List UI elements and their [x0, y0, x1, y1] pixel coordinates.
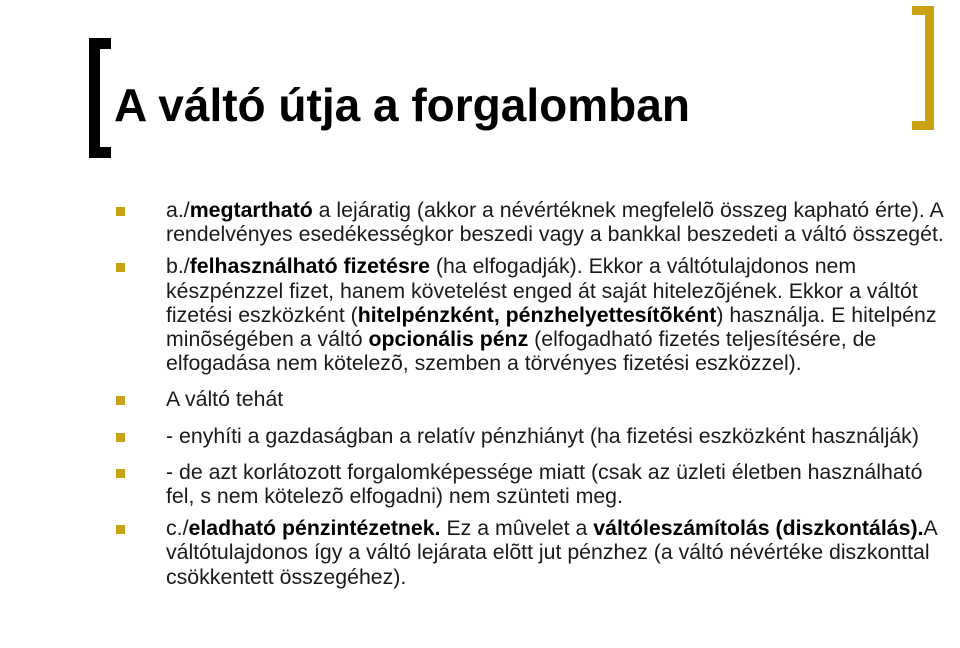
item-bold: felhasználható fizetésre — [189, 254, 430, 279]
item-text: ) használja. E hitelpénz minõségében a váltó — [166, 302, 937, 352]
item-text: (elfogadható fizetés teljesítésére, de elfogadása nem kötelezõ, szemben a törvényes fizetési eszközzel). — [166, 327, 877, 376]
list-item — [114, 198, 944, 246]
list-item — [114, 424, 944, 448]
item-text: b./ — [166, 254, 190, 279]
item-text: (ha elfogadják). Ekkor a váltótulajdonos nem készpénzzel fizet, hanem követelést enged át saját hitelezõjének. Ekkor a váltót fizetési eszközként ( — [166, 254, 918, 327]
square-bullet-icon — [116, 433, 125, 442]
item-text: A váltótulajdonos így a váltó lejárata elõtt jut pénzhez (a váltó névértéke diszkonttal csökkentett összegéhez). — [166, 516, 937, 589]
list-item — [114, 460, 944, 508]
item-text: A váltó tehát — [166, 387, 284, 412]
list-item — [114, 387, 944, 411]
item-text: c./ — [166, 516, 189, 541]
square-bullet-icon — [116, 469, 125, 478]
square-bullet-icon — [116, 263, 125, 272]
item-bold: megtartható — [189, 198, 313, 222]
item-text: a./ — [166, 198, 190, 222]
title-bracket-right — [912, 6, 934, 130]
bullet-list — [114, 198, 944, 589]
item-text: a lejáratig (akkor a névértéknek megfelelõ összeg kapható érte). A rendelvényes esedékességkor beszedi vagy a bankkal beszedeti a váltó összegét. — [166, 198, 944, 247]
item-text: - enyhíti a gazdaságban a relatív pénzhiányt (ha fizetési eszközként használják) — [166, 423, 919, 448]
item-bold: eladható pénzintézetnek. — [188, 516, 441, 541]
square-bullet-icon — [116, 525, 125, 534]
item-text: Ez a mûvelet a — [440, 516, 594, 541]
list-item — [114, 516, 944, 589]
title-bracket-left — [89, 38, 111, 158]
item-bold: opcionális pénz — [368, 327, 529, 352]
list-item — [114, 254, 944, 375]
square-bullet-icon — [116, 207, 125, 216]
square-bullet-icon — [116, 396, 125, 405]
slide-title: A váltó útja a forgalomban — [114, 79, 690, 131]
item-text: - de azt korlátozott forgalomképessége miatt (csak az üzleti életben használható fel, s nem kötelezõ elfogadni) nem szünteti meg. — [166, 459, 923, 509]
item-bold: hitelpénzként, pénzhelyettesítõként — [357, 302, 717, 327]
item-bold: váltóleszámítolás (diszkontálás). — [593, 516, 924, 541]
